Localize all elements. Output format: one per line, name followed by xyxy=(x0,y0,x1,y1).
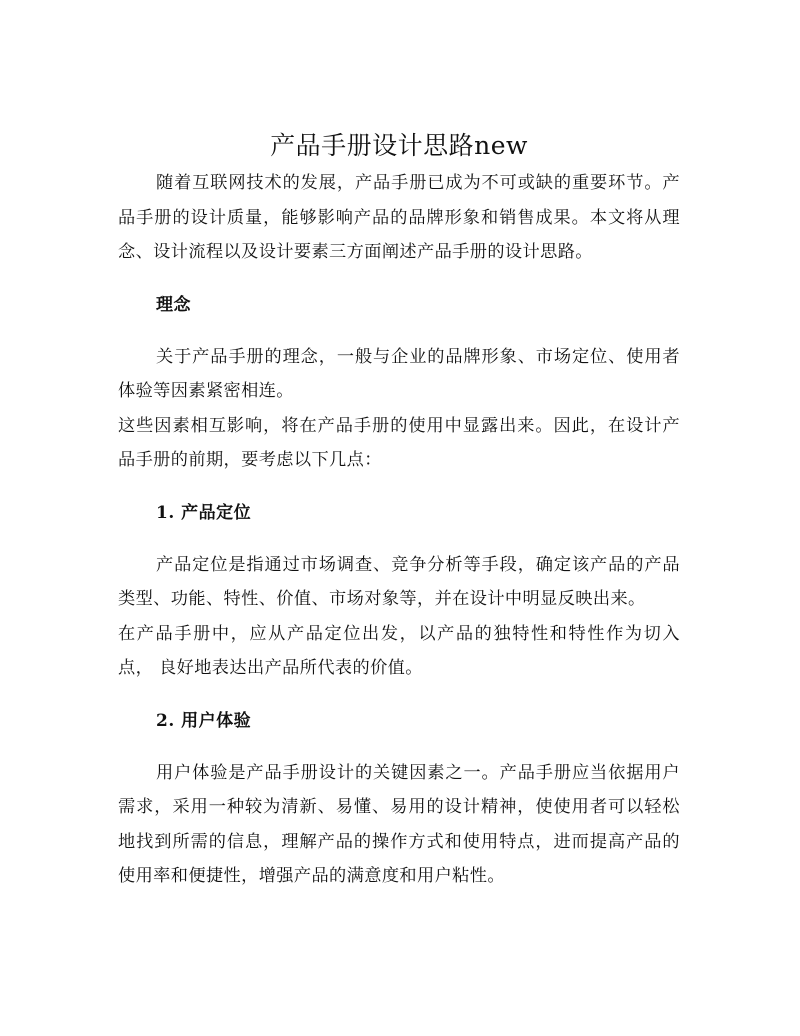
document-title: 产品手册设计思路new xyxy=(270,131,528,160)
concept-paragraph-1: 关于产品手册的理念，一般与企业的品牌形象、市场定位、使用者体验等因素紧密相连。 xyxy=(118,346,680,401)
concept-paragraph-2: 这些因素相互影响，将在产品手册的使用中显露出来。因此，在设计产品手册的前期，要考虑以下几点： xyxy=(118,415,680,470)
section-heading-positioning: 1. 产品定位 xyxy=(156,502,252,523)
positioning-paragraph-1: 产品定位是指通过市场调查、竞争分析等手段，确定该产品的产品类型、功能、特性、价值、市场对象等，并在设计中明显反映出来。 xyxy=(118,554,680,609)
section-heading-ux: 2. 用户体验 xyxy=(156,710,252,731)
intro-paragraph: 随着互联网技术的发展，产品手册已成为不可或缺的重要环节。产品手册的设计质量，能够影响产品的品牌形象和销售成果。本文将从理念、设计流程以及设计要素三方面阐述产品手册的设计思路。 xyxy=(118,173,680,262)
ux-paragraph-1: 用户体验是产品手册设计的关键因素之一。产品手册应当依据用户需求，采用一种较为清新、易懂、易用的设计精神，使使用者可以轻松地找到所需的信息，理解产品的操作方式和使用特点，进而提高产品的使用率和便捷性，增强产品的满意度和用户粘性。 xyxy=(118,762,680,886)
positioning-paragraph-2: 在产品手册中，应从产品定位出发，以产品的独特性和特性作为切入点， 良好地表达出产品所代表的价值。 xyxy=(118,623,680,678)
section-heading-concept: 理念 xyxy=(156,294,191,315)
